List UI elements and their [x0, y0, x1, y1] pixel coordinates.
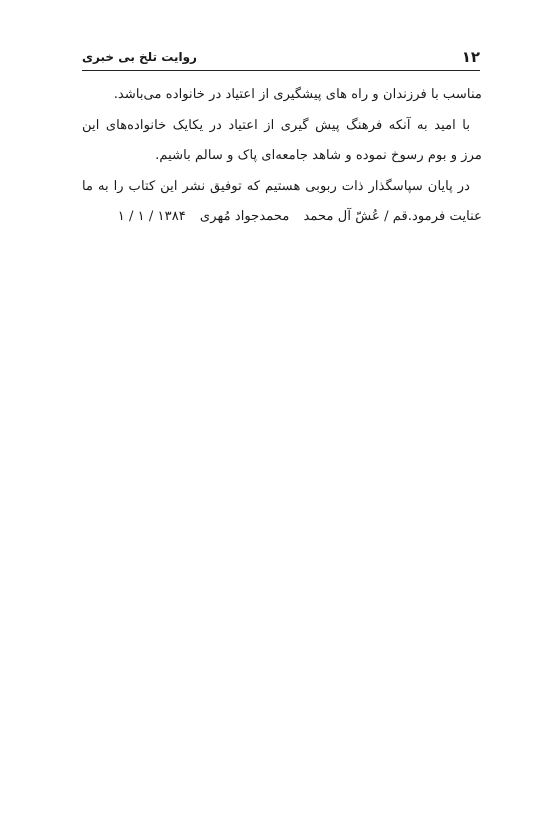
paragraph-1: [82, 80, 482, 111]
page-number: ۱۲: [461, 48, 480, 66]
date: ۱۳۸۴ / ۱ / ۱: [117, 209, 186, 224]
paragraph-3: [82, 172, 482, 233]
closing-text: عنایت فرمود.قم / عُش‌ّ آل محمد: [303, 209, 482, 224]
paragraph-2: [82, 111, 482, 172]
signature-line: [82, 202, 482, 233]
book-title: روایت تلخ بی خبری: [82, 50, 197, 64]
text-line: مرز و بوم رسوخ نموده و شاهد جامعه‌ای پاک و سالم باشیم.: [155, 148, 482, 163]
text-line: در پایان سپاسگذار ذات ربوبی هستیم که توفیق نشر این کتاب را به ما: [82, 178, 470, 194]
text-line: مناسب با فرزندان و راه های پیشگیری از اعتیاد در خانواده می‌باشد.: [113, 87, 482, 102]
body-text: [82, 80, 482, 233]
running-header: [82, 46, 480, 71]
author-name: محمدجواد مُهری: [199, 209, 290, 224]
text-line: با امید به آنکه فرهنگ پیش گیری از اعتیاد در یکایک خانواده‌های این: [82, 117, 470, 133]
